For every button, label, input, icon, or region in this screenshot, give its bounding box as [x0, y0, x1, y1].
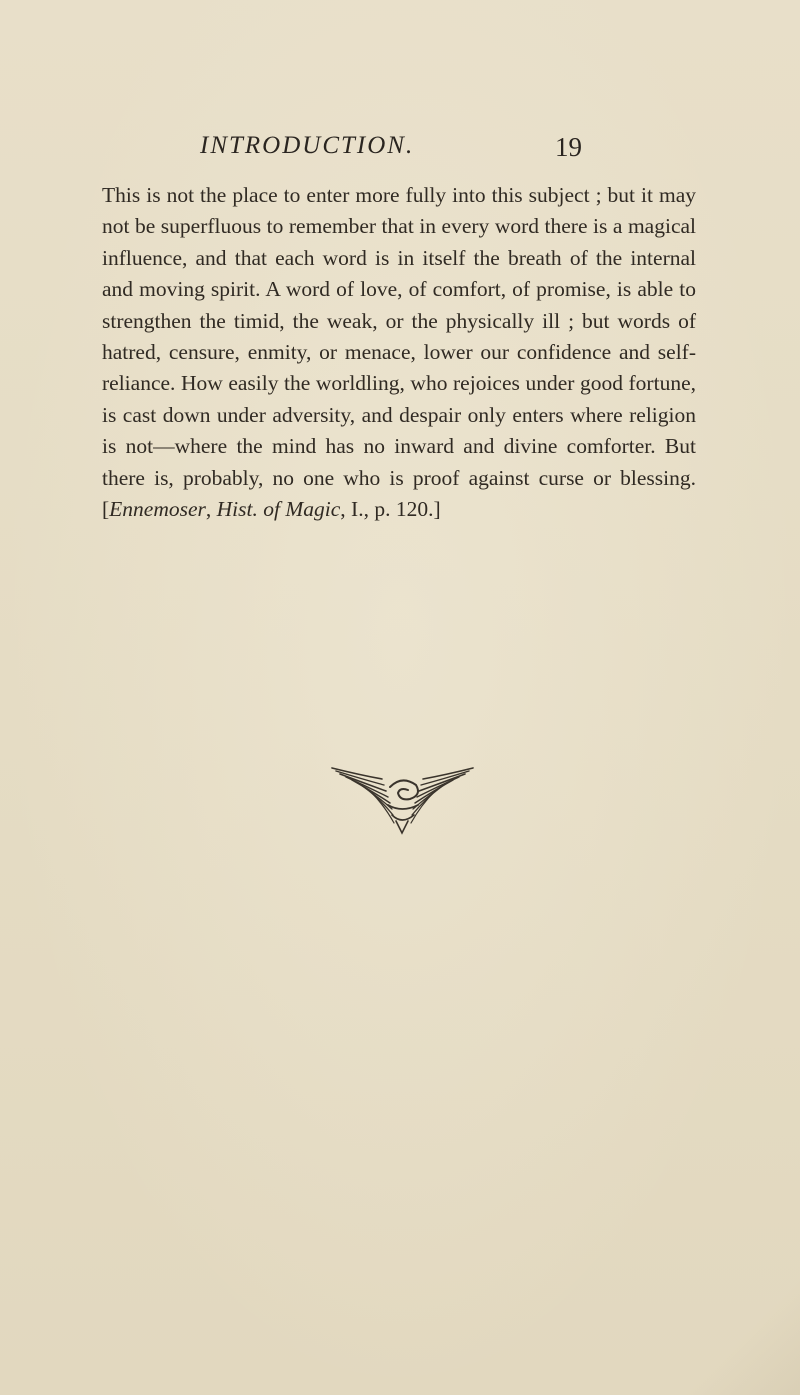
citation-separator: , — [205, 497, 217, 522]
citation-rest: , I., p. 120.] — [340, 497, 441, 522]
citation-author: Ennemoser — [109, 497, 206, 522]
page-corner-shadow — [660, 1275, 800, 1395]
running-head: INTRODUCTION. — [200, 132, 415, 159]
tailpiece-ornament-icon — [330, 765, 475, 835]
paragraph — [102, 180, 696, 525]
body-text — [102, 180, 696, 525]
citation-open: [ — [102, 497, 110, 522]
citation-title: Hist. of Magic — [216, 497, 341, 522]
citation — [102, 497, 441, 521]
page-number: 19 — [555, 132, 582, 162]
paragraph-text: This is not the place to enter more fully into this subject ; but it may not be superfluous to remember that in every word there is a magical influence, and that each word is in itself the breath of the internal and moving spirit. A word of love, of comfort, of promise, is able to strengthen the timid, the weak, or the physically ill ; but words of hatred, censure, enmity, or menace, lower our confidence and self-reliance. How easily the worldling, who rejoices under good fortune, is cast down under adversity, and despair only enters where religion is not—where the mind has no inward and divine comforter. But there is, probably, no one who is proof against curse or blessing. — [102, 183, 696, 490]
page-header — [0, 132, 800, 166]
